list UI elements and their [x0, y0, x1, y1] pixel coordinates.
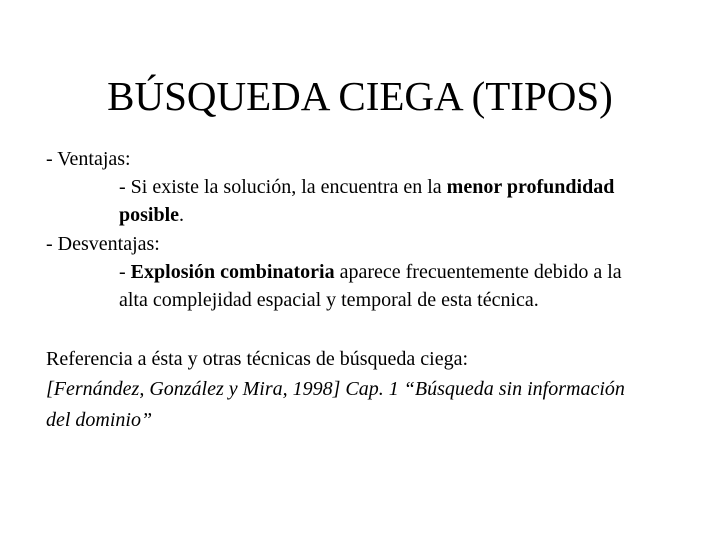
- slide-body: [46, 144, 686, 436]
- spacer: [46, 314, 686, 341]
- reference-intro: Referencia a ésta y otras técnicas de búsqueda ciega:: [46, 348, 469, 370]
- ventajas-heading: - Ventajas:: [46, 148, 131, 170]
- desventajas-item-prefix: -: [119, 261, 131, 283]
- slide-title: BÚSQUEDA CIEGA (TIPOS): [107, 73, 613, 119]
- desventajas-item-suffix: aparece frecuentemente debido a la alta complejidad espacial y temporal de esta técnica.: [119, 261, 622, 311]
- ventajas-item-suffix: .: [179, 203, 185, 226]
- desventajas-item: [46, 259, 639, 314]
- desventajas-item-bold: Explosión combinatoria: [130, 261, 335, 283]
- ventajas-item: [46, 174, 639, 229]
- ventajas-item-bold: menor profundidad posible: [119, 176, 615, 226]
- ventajas-item-prefix: - Si existe la solución, la encuentra en la: [119, 176, 447, 198]
- reference-citation: [Fernández, González y Mira, 1998] Cap. 1 “Búsqueda sin información del dominio”: [46, 378, 625, 431]
- desventajas-heading: - Desventajas:: [46, 233, 160, 255]
